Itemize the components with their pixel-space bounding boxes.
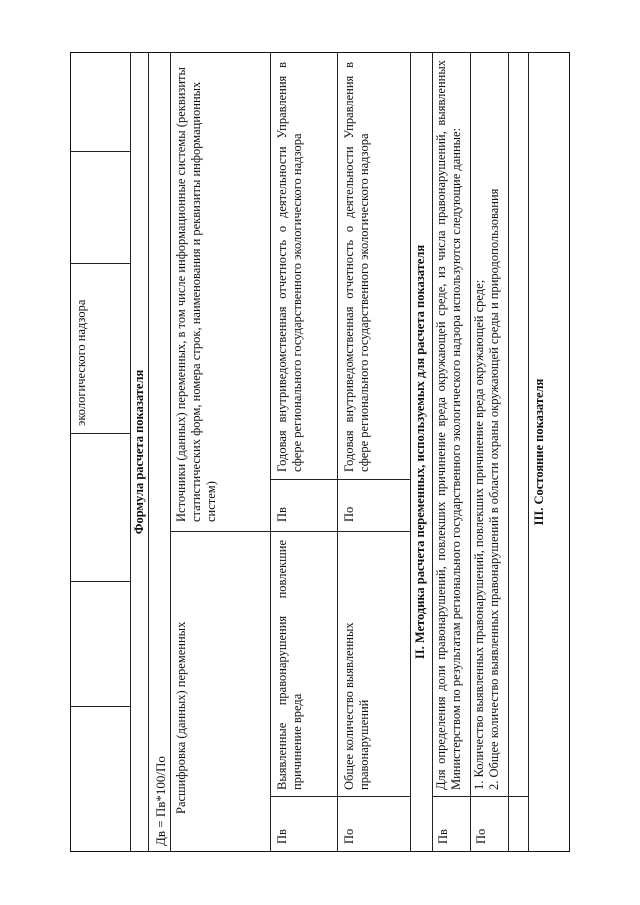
row-divider — [470, 52, 471, 852]
methodology-row-symbol: Пв — [436, 829, 450, 844]
state-section-heading: III. Состояние показателя — [532, 378, 546, 526]
row-divider — [410, 52, 411, 852]
row-divider — [130, 52, 131, 852]
methodology-section-heading: II. Методика расчета переменных, используемых для расчета показателя — [413, 244, 427, 660]
row-divider — [148, 52, 149, 852]
table-row-symbol: Пв — [275, 829, 289, 844]
row-divider — [432, 52, 433, 852]
row-divider — [270, 52, 271, 852]
top-row-divider — [70, 151, 130, 152]
table-row-source: Годовая внутриведомственная отчетность о деятельности Управления в сфере регионального государственного экологического надзора — [275, 62, 304, 472]
header-decode: Расшифровка (данных) переменных — [174, 621, 188, 814]
top-row-divider — [70, 263, 130, 264]
table-row-description: Выявленные правонарушения повлекшие причинение вреда — [275, 540, 304, 790]
row-divider — [337, 52, 338, 852]
variables-column-divider — [170, 531, 410, 532]
top-row-divider — [70, 581, 130, 582]
methodology-list-item: 1. Количество выявленных правонарушений, повлекших причинение вреда окружающей среде; — [472, 279, 486, 790]
top-row-divider — [70, 433, 130, 434]
methodology-row-text: Для определения доли правонарушений, повлекших причинение вреда окружающей среде, из числа правонарушений, выявленных Министерством по результатам регионального государственного экологического надзора используются следующие данные: — [434, 60, 463, 790]
row-divider — [508, 52, 509, 852]
variables-column-divider — [270, 796, 410, 797]
methodology-list-item: 2. Общее количество выявленных правонарушений в области охраны окружающей среды и природопользования — [487, 188, 501, 790]
table-row-source: Годовая внутриведомственная отчетность о деятельности Управления в сфере регионального государственного экологического надзора — [342, 62, 371, 472]
table-row-symbol: По — [342, 828, 356, 844]
row-divider — [528, 52, 529, 852]
header-sources: Источники (данных) переменных, в том числе информационные системы (реквизиты статистических форм, номера строк, наименования и реквизиты информационных систем) — [174, 67, 218, 522]
rotated-document-table — [70, 52, 570, 852]
methodology-row-symbol: По — [474, 828, 488, 844]
formula-text: Дв = Пв*100/По — [153, 756, 168, 846]
table-row-source-symbol: Пв — [275, 507, 289, 522]
agency-cell-text: экологического надзора — [74, 299, 88, 426]
methodology-column-divider — [432, 796, 528, 797]
top-row-divider — [70, 706, 130, 707]
row-divider — [170, 52, 171, 852]
variables-column-divider — [270, 479, 410, 480]
table-row-description: Общее количество выявленных правонарушений — [342, 622, 371, 790]
formula-section-heading: Формула расчета показателя — [132, 369, 146, 535]
table-row-source-symbol: По — [342, 506, 356, 522]
